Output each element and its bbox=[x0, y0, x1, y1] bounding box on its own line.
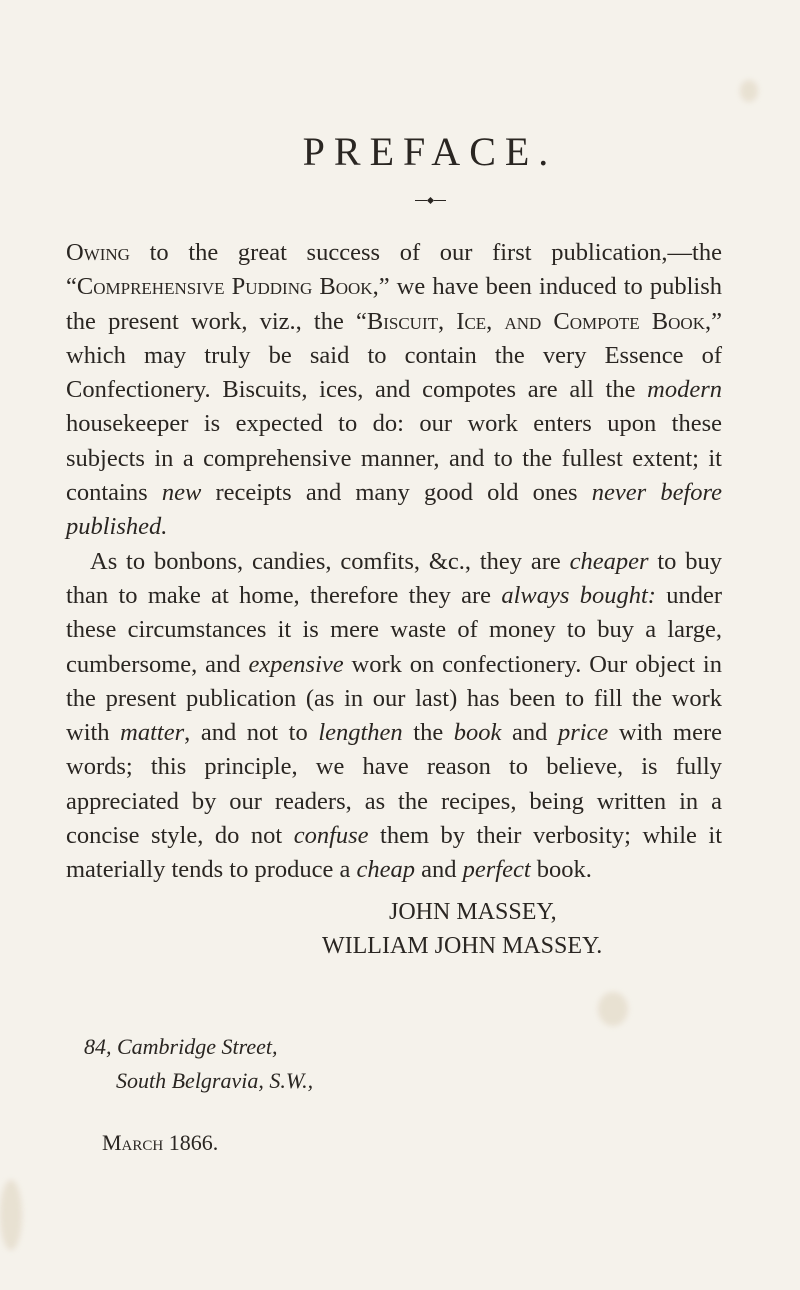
paragraph-1: Owing to the great success of our first publication,—the “Comprehensive Pudding Book,” we have been induced to publish the present work, viz., the “Biscuit, Ice, and Compote Book,” which may truly be said to contain the very Essence of Confectionery. Biscuits, ices, and compotes are all the modern housekeeper is expected to do: our work enters upon these subjects in a comprehensive manner, and to the fullest extent; it contains new receipts and many good old ones never before published. bbox=[66, 239, 722, 541]
title-ornament bbox=[0, 193, 800, 209]
preface-date: March 1866. bbox=[102, 1130, 219, 1155]
paper-stain bbox=[0, 1180, 22, 1250]
address-line-2: South Belgravia, S.W., bbox=[116, 1068, 314, 1093]
paper-stain bbox=[598, 992, 628, 1026]
signature-john-massey: JOHN MASSEY, bbox=[389, 899, 557, 925]
address-line-1: 84, Cambridge Street, bbox=[84, 1034, 278, 1059]
paper-stain bbox=[740, 80, 758, 102]
paragraph-2: As to bonbons, candies, comfits, &c., they are cheaper to buy than to make at home, therefore they are always bought: under these circumstances it is mere waste of money to buy a large, cumbersome, and expensive work on confectionery. Our object in the present publication (as in our last) has been to fill the work with matter, and not to lengthen the book and price with mere words; this principle, we have reason to believe, is fully appreciated by our readers, as the recipes, being written in a concise style, do not confuse them by their verbosity; while it materially tends to produce a cheap and perfect book. bbox=[66, 547, 723, 884]
page-title: PREFACE. bbox=[302, 129, 558, 174]
signature-william-john-massey: WILLIAM JOHN MASSEY. bbox=[322, 933, 603, 959]
book-title-biscuit: Biscuit, Ice, and Compote Book bbox=[366, 307, 705, 335]
drop-word: Owing bbox=[66, 239, 130, 266]
book-title-pudding: Comprehensive Pudding Book bbox=[76, 273, 373, 301]
address-block bbox=[84, 1030, 313, 1098]
preface-body bbox=[66, 236, 722, 888]
